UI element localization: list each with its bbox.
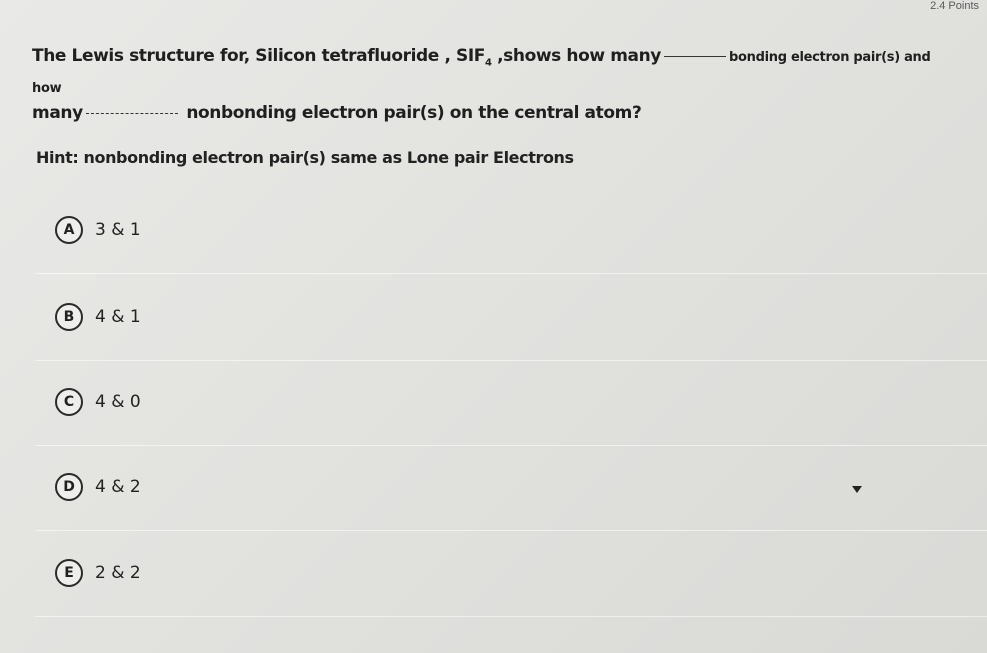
option-c[interactable]	[55, 372, 987, 432]
option-letter-d: D	[55, 473, 83, 501]
answer-blank-2	[86, 113, 178, 114]
option-text-e: 2 & 2	[95, 563, 141, 583]
option-a[interactable]	[55, 200, 987, 260]
question-part4: many	[32, 103, 83, 124]
answer-blank-1	[664, 56, 726, 57]
option-letter-a: A	[55, 216, 83, 244]
option-b[interactable]	[55, 287, 987, 347]
question-part3: bonding electron pair(s) and how	[32, 50, 931, 97]
option-text-b: 4 & 1	[95, 307, 141, 327]
question-part2: ,shows how many	[491, 46, 661, 66]
points-label: 2.4 Points	[930, 0, 979, 12]
option-d[interactable]	[55, 457, 987, 517]
option-text-d: 4 & 2	[95, 477, 141, 497]
option-e[interactable]	[55, 543, 987, 603]
question-part1: The Lewis structure for, Silicon tetrafluoride , SIF	[32, 46, 486, 66]
option-text-a: 3 & 1	[95, 220, 141, 240]
option-letter-b: B	[55, 303, 83, 331]
question-text	[32, 44, 952, 126]
hint-text: Hint: nonbonding electron pair(s) same as Lone pair Electrons	[36, 148, 574, 167]
option-letter-c: C	[55, 388, 83, 416]
option-letter-e: E	[55, 559, 83, 587]
question-subscript: 4	[485, 57, 492, 69]
question-part5: nonbonding electron pair(s) on the central atom?	[186, 103, 642, 124]
option-text-c: 4 & 0	[95, 392, 141, 412]
pointer-icon	[852, 486, 862, 493]
